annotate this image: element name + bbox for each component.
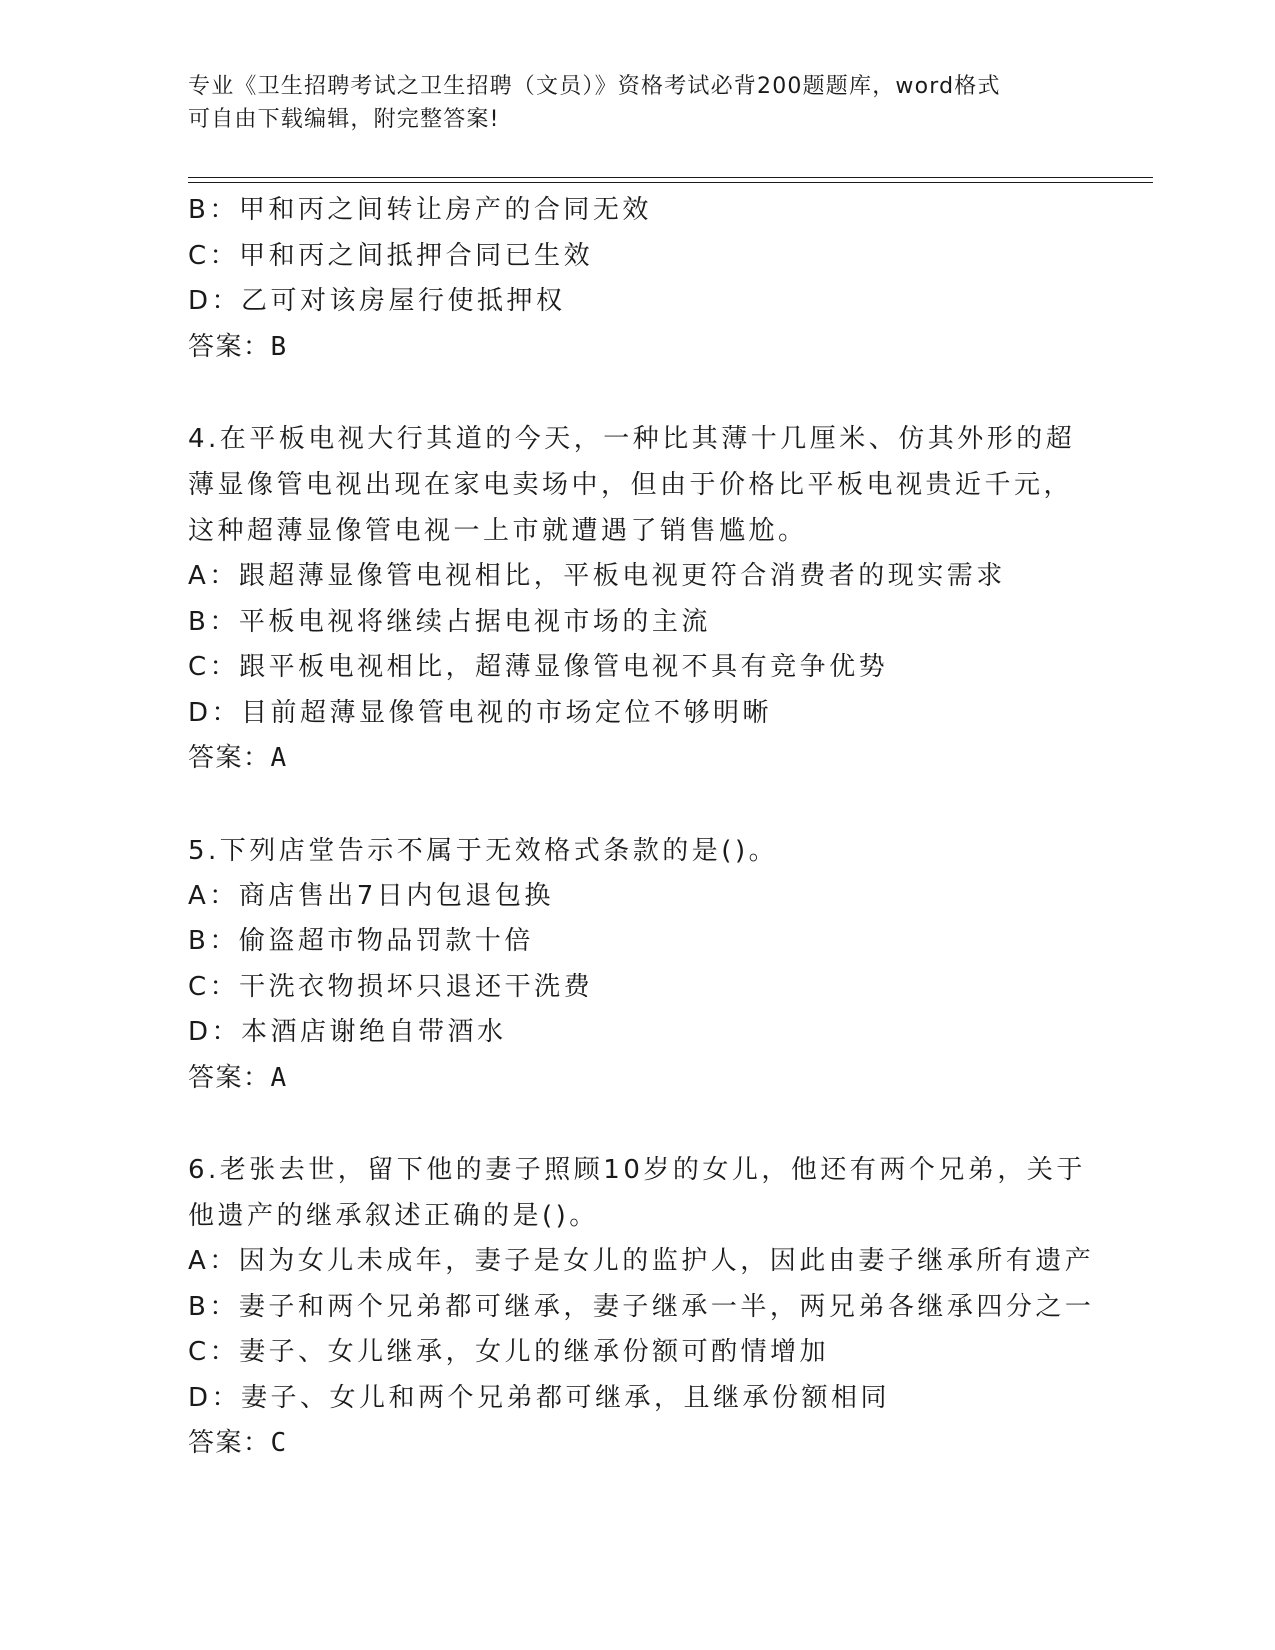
option-c: C：跟平板电视相比，超薄显像管电视不具有竞争优势: [188, 652, 889, 682]
option-b: B：妻子和两个兄弟都可继承，妻子继承一半，两兄弟各继承四分之一: [188, 1291, 1095, 1322]
answer-line: [188, 325, 1088, 371]
option-b: B：平板电视将继续占据电视市场的主流: [188, 606, 711, 637]
answer-label: 答案：: [188, 331, 271, 362]
header-rule-top: [188, 177, 1153, 178]
answer-label: 答案：: [188, 1062, 271, 1093]
option-a: A：因为女儿未成年，妻子是女儿的监护人，因此由妻子继承所有遗产: [188, 1246, 1095, 1276]
header-rule-bottom: [188, 182, 1153, 183]
option-d: D：目前超薄显像管电视的市场定位不够明晰: [188, 697, 773, 728]
option-d: D：乙可对该房屋行使抵押权: [188, 286, 566, 316]
question-stem-line: 5.下列店堂告示不属于无效格式条款的是()。: [188, 835, 779, 866]
answer-line: [188, 736, 1088, 782]
question-6: [188, 1147, 1095, 1467]
option-d: D：妻子、女儿和两个兄弟都可继承，且继承份额相同: [188, 1382, 891, 1413]
document-header: [188, 70, 1068, 136]
option-a: A：商店售出7日内包退包换: [188, 880, 554, 911]
option-b: B：偷盗超市物品罚款十倍: [188, 926, 534, 956]
question-4: [188, 416, 1088, 782]
answer-value: A: [270, 743, 288, 773]
option-c: C：干洗衣物损坏只退还干洗费: [188, 971, 594, 1002]
answer-value: B: [270, 331, 288, 362]
option-a: A：跟超薄显像管电视相比，平板电视更符合消费者的现实需求: [188, 561, 1006, 591]
answer-value: C: [270, 1428, 288, 1458]
answer-line: [188, 1056, 1088, 1102]
question-stem-line: 4.在平板电视大行其道的今天，一种比其薄十几厘米、仿其外形的超: [188, 424, 1076, 454]
answer-line: [188, 1421, 1088, 1467]
option-c: C：妻子、女儿继承，女儿的继承份额可酌情增加: [188, 1337, 830, 1367]
option-d: D：本酒店谢绝自带酒水: [188, 1017, 507, 1047]
option-c: C：甲和丙之间抵押合同已生效: [188, 240, 594, 271]
header-line-2: 可自由下载编辑，附完整答案!: [188, 107, 500, 132]
answer-label: 答案：: [188, 743, 271, 773]
question-5: [188, 828, 1088, 1102]
document-body: [188, 188, 1095, 1467]
answer-value: A: [270, 1062, 288, 1093]
question-stem-line: 6.老张去世，留下他的妻子照顾10岁的女儿，他还有两个兄弟，关于: [188, 1155, 1086, 1185]
question-3: [188, 188, 1088, 370]
question-stem-line: 他遗产的继承叙述正确的是()。: [188, 1201, 599, 1231]
option-b: B：甲和丙之间转让房产的合同无效: [188, 195, 652, 225]
question-stem-line: 薄显像管电视出现在家电卖场中，但由于价格比平板电视贵近千元，: [188, 470, 1074, 500]
question-stem-line: 这种超薄显像管电视一上市就遭遇了销售尴尬。: [188, 516, 808, 546]
header-line-1: 专业《卫生招聘考试之卫生招聘（文员）》资格考试必背200题题库，word格式: [188, 74, 1001, 99]
answer-label: 答案：: [188, 1428, 271, 1458]
